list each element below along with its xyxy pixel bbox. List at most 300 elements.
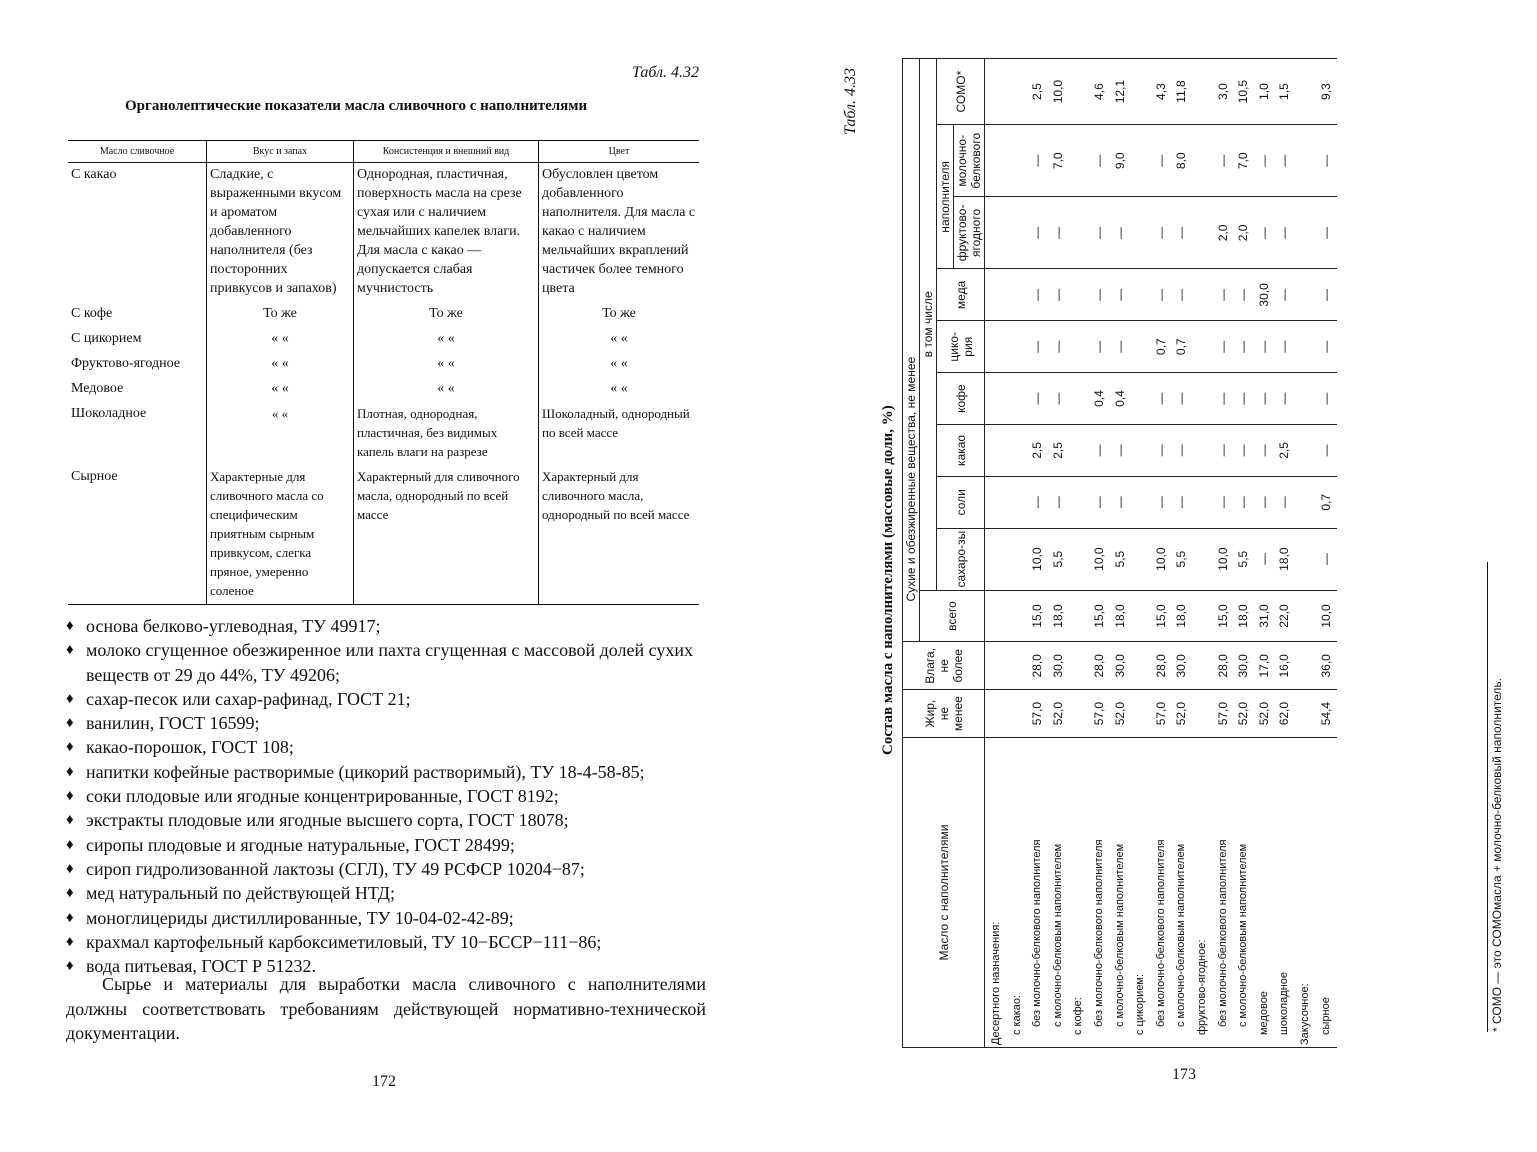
cell-value: 2,0 xyxy=(1236,224,1251,242)
cell-value: 0,7 xyxy=(1153,338,1168,356)
cell-consistency: « « xyxy=(354,352,539,377)
list-item xyxy=(66,833,716,857)
cell-value xyxy=(1068,531,1089,588)
hdr-sugar: сахаро-зы xyxy=(937,528,985,590)
cell-value xyxy=(1068,593,1089,640)
hdr-fillers: наполнителя xyxy=(937,125,954,269)
cell-value: — xyxy=(1236,340,1251,353)
table-row xyxy=(68,352,699,377)
cell-value: 12,1 xyxy=(1112,79,1127,104)
cell-value: — xyxy=(1215,154,1230,167)
cell-value: 10,5 xyxy=(1236,79,1251,104)
cell-value xyxy=(1130,479,1151,526)
row-label: с цикорием: xyxy=(1134,973,1147,1035)
cell-value: — xyxy=(1091,444,1106,457)
cell-value: 52,0 xyxy=(1112,701,1127,726)
cell-value: — xyxy=(1174,444,1189,457)
col-header-butter: Масло сливочное xyxy=(68,141,207,163)
cell-value: 30,0 xyxy=(1174,654,1189,678)
cell-value: — xyxy=(1277,226,1292,239)
hdr-salt: соли xyxy=(937,476,985,528)
row-labels-column xyxy=(985,738,1338,1048)
cell-value: — xyxy=(1215,444,1230,457)
cell-value: 57,0 xyxy=(1030,701,1045,726)
cell-value: 54,4 xyxy=(1318,701,1333,726)
cell-value: 52,0 xyxy=(1236,701,1251,726)
cell-value: — xyxy=(1174,226,1189,239)
cell-value: — xyxy=(1236,496,1251,509)
table-row xyxy=(68,163,699,303)
cell-value: 2,5 xyxy=(1030,442,1045,459)
cell-value xyxy=(1295,427,1316,474)
cell-value xyxy=(1130,375,1151,422)
cell-value xyxy=(1130,531,1151,588)
row-label: с молочно-белковым наполнителем xyxy=(1237,843,1250,1027)
cell-value: 9,0 xyxy=(1112,152,1127,170)
cell-value: — xyxy=(1256,154,1271,167)
hdr-chicory: цико-рия xyxy=(937,321,985,373)
row-label: с молочно-белковым наполнителем xyxy=(1175,843,1188,1027)
cell-value: — xyxy=(1318,340,1333,353)
cell-value: — xyxy=(1318,288,1333,301)
cell-value xyxy=(1192,692,1213,735)
cell-value: — xyxy=(1215,340,1230,353)
cell-value: — xyxy=(1318,553,1333,566)
cell-color: То же xyxy=(539,302,700,327)
cell-value: 17,0 xyxy=(1256,654,1271,678)
organoleptic-table xyxy=(68,140,699,605)
cell-value xyxy=(1068,692,1089,735)
cell-value: 15,0 xyxy=(1091,604,1106,628)
cell-name: Фруктово-ягодное xyxy=(68,352,207,377)
fat-column xyxy=(985,690,1338,738)
col-header-taste: Вкус и запах xyxy=(207,141,354,163)
cell-value: 4,6 xyxy=(1091,83,1106,100)
cell-value xyxy=(1007,479,1028,526)
cell-value xyxy=(1007,127,1028,194)
cell-value xyxy=(1068,323,1089,370)
row-label: без молочно-белкового наполнителя xyxy=(1216,839,1229,1027)
cell-color: Обусловлен цветом добавленного наполнителя. Для масла с какао с наличием мельчайших вкраплений частичек более темного цвета xyxy=(539,163,700,303)
diamond-bullet-icon: ♦ xyxy=(66,836,74,853)
cell-value: — xyxy=(1112,340,1127,353)
chicory-column xyxy=(985,321,1338,373)
cell-value: 5,5 xyxy=(1112,550,1127,568)
row-label: фруктово-ягодное: xyxy=(1195,939,1208,1035)
cell-value: 28,0 xyxy=(1091,654,1106,678)
cell-value: 2,5 xyxy=(1277,442,1292,459)
cell-value: 18,0 xyxy=(1112,604,1127,628)
cell-value xyxy=(986,692,1007,735)
cell-value: 57,0 xyxy=(1215,701,1230,726)
cell-value xyxy=(1130,61,1151,122)
table-row xyxy=(68,377,699,402)
cell-value xyxy=(986,427,1007,474)
hdr-fat: Жир, не менее xyxy=(903,690,985,738)
list-item-text: крахмал картофельный карбоксиметиловый, ТУ 10−БССР−111−86; xyxy=(86,931,602,952)
cell-color: « « xyxy=(539,352,700,377)
cell-taste: То же xyxy=(207,302,354,327)
cell-taste: « « xyxy=(207,402,354,465)
cell-value: — xyxy=(1050,392,1065,405)
diamond-bullet-icon: ♦ xyxy=(66,885,74,902)
cell-color: « « xyxy=(539,327,700,352)
hdr-total: всего xyxy=(920,590,985,642)
cell-value xyxy=(1192,427,1213,474)
cell-value: 22,0 xyxy=(1277,604,1292,628)
cell-value xyxy=(1007,61,1028,122)
cell-value xyxy=(1295,644,1316,687)
cell-value: 7,0 xyxy=(1050,152,1065,170)
cell-value: — xyxy=(1256,226,1271,239)
cell-value: — xyxy=(1153,496,1168,509)
cell-value xyxy=(1295,127,1316,194)
moisture-column xyxy=(985,642,1338,690)
cell-value xyxy=(986,127,1007,194)
cell-value xyxy=(1192,199,1213,266)
cell-value: — xyxy=(1277,288,1292,301)
cell-name: С кофе xyxy=(68,302,207,327)
cell-value: 8,0 xyxy=(1174,152,1189,170)
diamond-bullet-icon: ♦ xyxy=(66,788,74,805)
cell-value: — xyxy=(1030,154,1045,167)
cell-value xyxy=(1007,427,1028,474)
diamond-bullet-icon: ♦ xyxy=(66,909,74,926)
cell-value xyxy=(1007,531,1028,588)
cell-value: 18,0 xyxy=(1050,604,1065,628)
diamond-bullet-icon: ♦ xyxy=(66,690,74,707)
hdr-honey: меда xyxy=(937,269,985,321)
cell-value: — xyxy=(1256,496,1271,509)
coffee-column xyxy=(985,373,1338,425)
cell-value: — xyxy=(1153,444,1168,457)
cell-value: 2,0 xyxy=(1215,224,1230,242)
cell-value: — xyxy=(1174,392,1189,405)
cell-value xyxy=(1068,644,1089,687)
cell-value xyxy=(1130,593,1151,640)
cell-value: — xyxy=(1215,288,1230,301)
row-label: без молочно-белкового наполнителя xyxy=(1154,839,1167,1027)
page-number: 172 xyxy=(372,1073,396,1090)
cell-value xyxy=(1068,272,1089,319)
cell-value: 10,0 xyxy=(1153,547,1168,571)
row-label: Десертного назначения: xyxy=(990,921,1002,1045)
list-item-text: соки плодовые или ягодные концентрированные, ГОСТ 8192; xyxy=(86,786,559,807)
list-item xyxy=(66,808,716,832)
cell-value xyxy=(1130,692,1151,735)
salt-column xyxy=(985,476,1338,528)
list-item-text: ванилин, ГОСТ 16599; xyxy=(86,713,260,734)
cell-value xyxy=(1192,644,1213,687)
list-item-text: сахар-песок или сахар-рафинад, ГОСТ 21; xyxy=(86,688,411,709)
cell-value: 28,0 xyxy=(1153,654,1168,678)
cell-value: 10,0 xyxy=(1030,547,1045,571)
cell-name: С цикорием xyxy=(68,327,207,352)
cocoa-column xyxy=(985,424,1338,476)
cell-value: — xyxy=(1091,288,1106,301)
row-label: шоколадное xyxy=(1278,971,1291,1035)
cell-value: 0,7 xyxy=(1174,338,1189,356)
cell-value: — xyxy=(1153,226,1168,239)
cell-value xyxy=(986,61,1007,122)
cell-value xyxy=(1295,593,1316,640)
cell-value xyxy=(1068,199,1089,266)
cell-value: 28,0 xyxy=(1215,654,1230,678)
list-item-text: моноглицериды дистиллированные, ТУ 10-04-02-42-89; xyxy=(86,907,514,928)
footnote: * СОМО — это СОМОмасла + молочно-белковый наполнитель. xyxy=(1487,562,1504,1032)
cell-value xyxy=(1192,593,1213,640)
list-item xyxy=(66,784,716,808)
cell-value: — xyxy=(1050,340,1065,353)
cell-value: 0,4 xyxy=(1091,390,1106,407)
list-item xyxy=(66,687,716,711)
cell-color: Шоколадный, однородный по всей массе xyxy=(539,402,700,465)
cell-value: — xyxy=(1256,444,1271,457)
diamond-bullet-icon: ♦ xyxy=(66,739,74,756)
cell-value xyxy=(1295,479,1316,526)
cell-value: 10,0 xyxy=(1215,547,1230,571)
cell-value: 3,0 xyxy=(1215,83,1230,100)
cell-value: 10,0 xyxy=(1091,547,1106,571)
cell-value: 5,5 xyxy=(1174,550,1189,568)
table-row xyxy=(68,302,699,327)
list-item xyxy=(66,930,716,954)
composition-table xyxy=(902,58,1337,1048)
cell-value: — xyxy=(1112,226,1127,239)
diamond-bullet-icon: ♦ xyxy=(66,642,74,659)
cell-value: — xyxy=(1030,226,1045,239)
list-item xyxy=(66,906,716,930)
fruit-column xyxy=(985,197,1338,269)
cell-value: — xyxy=(1153,392,1168,405)
total-column xyxy=(985,590,1338,642)
cell-value: 52,0 xyxy=(1174,701,1189,726)
cell-value: — xyxy=(1153,154,1168,167)
cell-value: — xyxy=(1256,340,1271,353)
cell-taste: « « xyxy=(207,327,354,352)
list-item-text: какао-порошок, ГОСТ 108; xyxy=(86,737,294,758)
cell-value: — xyxy=(1174,496,1189,509)
cell-value: — xyxy=(1050,496,1065,509)
cell-value: 18,0 xyxy=(1174,604,1189,628)
diamond-bullet-icon: ♦ xyxy=(66,933,74,950)
row-label: медовое xyxy=(1257,991,1270,1035)
list-item-text: сиропы плодовые и ягодные натуральные, ГОСТ 28499; xyxy=(86,834,515,855)
cell-taste: Характерные для сливочного масла со специфическим приятным сырным привкусом, слегка пряное, умеренно соленое xyxy=(207,465,354,605)
cell-value: — xyxy=(1318,226,1333,239)
cell-value: 0,4 xyxy=(1112,390,1127,407)
cell-value: 0,7 xyxy=(1318,493,1333,511)
cell-value xyxy=(986,323,1007,370)
cell-value xyxy=(1192,61,1213,122)
cell-taste: « « xyxy=(207,377,354,402)
cell-value xyxy=(1130,644,1151,687)
cell-value xyxy=(1295,692,1316,735)
list-item-text: вода питьевая, ГОСТ Р 51232. xyxy=(86,956,317,977)
cell-value: 57,0 xyxy=(1091,701,1106,726)
cell-value xyxy=(1295,272,1316,319)
row-label: без молочно-белкового наполнителя xyxy=(1031,839,1044,1027)
hdr-fruit: фруктово-ягодного xyxy=(954,197,985,269)
row-label: с молочно-белковым наполнителем xyxy=(1051,843,1064,1027)
row-label: сырное xyxy=(1319,997,1332,1035)
cell-consistency: Характерный для сливочного масла, однородный по всей массе xyxy=(354,465,539,605)
cell-consistency: Плотная, однородная, пластичная, без видимых капель влаги на разрезе xyxy=(354,402,539,465)
diamond-bullet-icon: ♦ xyxy=(66,812,74,829)
cell-value: — xyxy=(1256,392,1271,405)
cell-value xyxy=(1068,427,1089,474)
cell-value: — xyxy=(1174,288,1189,301)
list-item xyxy=(66,711,716,735)
cell-value: 15,0 xyxy=(1030,604,1045,628)
cell-value: 30,0 xyxy=(1112,654,1127,678)
cell-value: — xyxy=(1091,496,1106,509)
cell-value: 2,5 xyxy=(1050,442,1065,459)
cell-consistency: « « xyxy=(354,327,539,352)
cell-value: 2,5 xyxy=(1030,83,1045,100)
cell-value xyxy=(1007,644,1028,687)
cell-value: 1,0 xyxy=(1256,83,1271,100)
diamond-bullet-icon: ♦ xyxy=(66,715,74,732)
cell-value xyxy=(1295,199,1316,266)
cell-value: — xyxy=(1215,392,1230,405)
hdr-cocoa: какао xyxy=(937,424,985,476)
left-page xyxy=(0,0,768,1152)
cell-consistency: То же xyxy=(354,302,539,327)
hdr-solids: Сухие и обезжиренные вещества, не менее xyxy=(903,59,920,642)
cell-value: — xyxy=(1112,444,1127,457)
cell-value xyxy=(1192,375,1213,422)
cell-value: — xyxy=(1256,553,1271,566)
cell-value xyxy=(986,644,1007,687)
cell-value: 18,0 xyxy=(1236,604,1251,628)
cell-value: — xyxy=(1277,392,1292,405)
list-item-text: сироп гидролизованной лактозы (СГЛ), ТУ 49 РСФСР 10204−87; xyxy=(86,858,585,879)
diamond-bullet-icon: ♦ xyxy=(66,618,74,634)
honey-column xyxy=(985,269,1338,321)
cell-value: 28,0 xyxy=(1030,654,1045,678)
cell-value: — xyxy=(1277,154,1292,167)
cell-value xyxy=(1007,375,1028,422)
cell-consistency: « « xyxy=(354,377,539,402)
cell-value xyxy=(986,272,1007,319)
cell-value xyxy=(1007,593,1028,640)
row-label: Закусочное: xyxy=(1298,983,1311,1045)
cell-value xyxy=(1130,199,1151,266)
cell-value xyxy=(1007,692,1028,735)
cell-value xyxy=(1130,323,1151,370)
cell-value: 30,0 xyxy=(1050,654,1065,678)
cell-value xyxy=(1007,199,1028,266)
list-item xyxy=(66,881,716,905)
cell-value: — xyxy=(1030,496,1045,509)
cell-value: 30,0 xyxy=(1236,654,1251,678)
cell-value: — xyxy=(1091,154,1106,167)
list-item xyxy=(66,638,716,687)
list-item-text: мед натуральный по действующей НТД; xyxy=(86,883,396,904)
cell-value: — xyxy=(1112,288,1127,301)
diamond-bullet-icon: ♦ xyxy=(66,860,74,877)
list-item-text: напитки кофейные растворимые (цикорий растворимый), ТУ 18-4-58-85; xyxy=(86,761,645,782)
cell-value xyxy=(1295,375,1316,422)
cell-value: — xyxy=(1112,496,1127,509)
cell-value: 7,0 xyxy=(1236,152,1251,170)
cell-value xyxy=(1007,323,1028,370)
hdr-including: в том числе xyxy=(920,59,937,591)
cell-value xyxy=(986,531,1007,588)
cell-value: 16,0 xyxy=(1277,654,1292,678)
somo-column xyxy=(985,59,1338,125)
cell-value xyxy=(1192,323,1213,370)
hdr-somo: СОМО* xyxy=(937,59,985,125)
raw-materials-list xyxy=(66,614,716,978)
cell-value: 18,0 xyxy=(1277,547,1292,571)
cell-value: 4,3 xyxy=(1153,83,1168,100)
list-item xyxy=(66,614,716,638)
cell-taste: Сладкие, с выраженными вкусом и ароматом добавленного наполнителя (без посторонних привкусов и запахов) xyxy=(207,163,354,303)
cell-taste: « « xyxy=(207,352,354,377)
cell-value: 11,8 xyxy=(1174,80,1189,103)
list-item xyxy=(66,857,716,881)
cell-value: — xyxy=(1277,340,1292,353)
cell-value: 15,0 xyxy=(1153,604,1168,628)
cell-value: — xyxy=(1030,288,1045,301)
col-header-consistency: Консистенция и внешний вид xyxy=(354,141,539,163)
cell-value xyxy=(1068,61,1089,122)
body-paragraph: Сырье и материалы для выработки масла сливочного с наполнителями должны соответствовать требованиям действующей нормативно-технической документации. xyxy=(66,974,706,1043)
cell-value: 5,5 xyxy=(1050,550,1065,568)
sugar-column xyxy=(985,528,1338,590)
list-item-text: экстракты плодовые или ягодные высшего сорта, ГОСТ 18078; xyxy=(86,810,569,831)
cell-value: 52,0 xyxy=(1256,701,1271,726)
cell-value: 36,0 xyxy=(1318,654,1333,678)
cell-value xyxy=(986,479,1007,526)
cell-value xyxy=(1192,272,1213,319)
cell-value: 52,0 xyxy=(1050,701,1065,726)
table-row xyxy=(68,465,699,605)
cell-value xyxy=(1295,61,1316,122)
cell-value: — xyxy=(1030,340,1045,353)
cell-value: 1,5 xyxy=(1277,83,1292,100)
cell-value xyxy=(1192,479,1213,526)
list-item xyxy=(66,735,716,759)
cell-consistency: Однородная, пластичная, поверхность масла на срезе сухая или с наличием мельчайших капелек влаги. Для масла с какао — допускается слабая мучнистость xyxy=(354,163,539,303)
diamond-bullet-icon: ♦ xyxy=(66,763,74,780)
cell-value xyxy=(986,199,1007,266)
cell-name: Шоколадное xyxy=(68,402,207,465)
cell-value: — xyxy=(1236,392,1251,405)
row-label: с какао: xyxy=(1010,994,1023,1035)
cell-value: — xyxy=(1236,444,1251,457)
cell-value xyxy=(1192,531,1213,588)
row-label: с кофе: xyxy=(1072,997,1085,1035)
cell-value xyxy=(1007,272,1028,319)
col-header-color: Цвет xyxy=(539,141,700,163)
cell-value xyxy=(1192,127,1213,194)
cell-value: — xyxy=(1236,288,1251,301)
hdr-coffee: кофе xyxy=(937,373,985,425)
cell-name: Медовое xyxy=(68,377,207,402)
cell-value: — xyxy=(1215,496,1230,509)
table-title-right: Состав масла с наполнителями (массовые доли, %) xyxy=(880,405,896,755)
table-number: Табл. 4.32 xyxy=(632,64,699,81)
page-number-right: 173 xyxy=(1172,1066,1196,1083)
cell-value: — xyxy=(1050,226,1065,239)
cell-name: С какао xyxy=(68,163,207,303)
hdr-product: Масло с наполнителями xyxy=(903,738,985,1048)
cell-value: 57,0 xyxy=(1153,701,1168,726)
table-title: Органолептические показатели масла сливочного с наполнителями xyxy=(125,98,588,114)
